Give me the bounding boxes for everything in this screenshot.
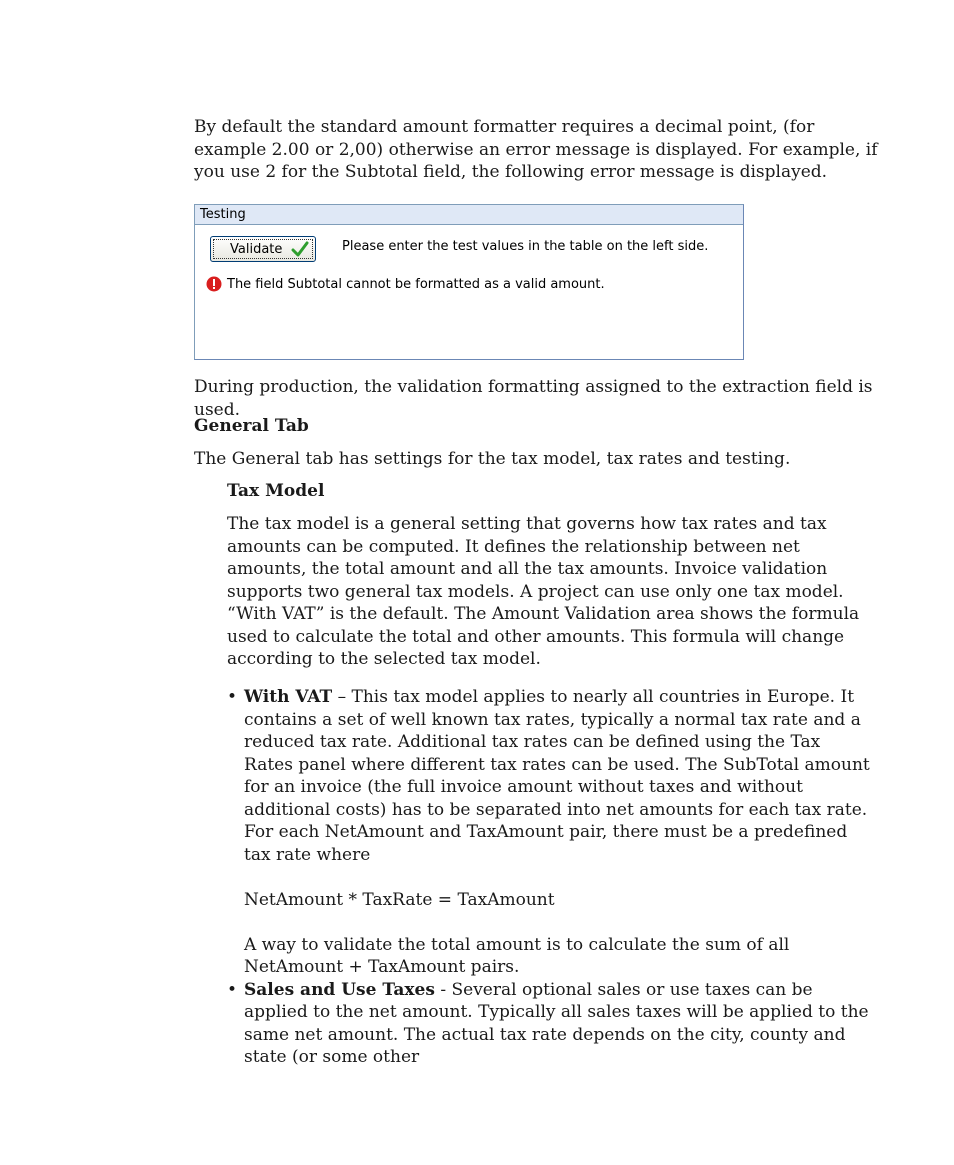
testing-hint-text: Please enter the test values in the table on the left side. [342, 239, 709, 254]
check-icon [291, 240, 309, 258]
error-message: The field Subtotal cannot be formatted as a valid amount. [227, 276, 605, 292]
formula: NetAmount * TaxRate = TaxAmount [244, 889, 555, 910]
tax-model-paragraph: The tax model is a general setting that governs how tax rates and tax amounts can be computed. It defines the relationship between net amounts, the total amount and all the tax amounts. Invoice validation supports two general tax models. A project can use only one tax model. [227, 514, 844, 602]
bullet-term: Sales and Use Taxes [244, 979, 435, 1000]
tax-model-heading: Tax Model [227, 481, 325, 501]
tax-model-list [227, 686, 872, 1069]
bullet-text: This tax model applies to nearly all countries in Europe. It contains a set of well known tax rates, typically a normal tax rate and a reduced tax rate. Additional tax rates can be defined using the Tax Rates panel where different tax rates can be used. The SubTotal amount for an invoice (the full invoice amount without taxes and without additional costs) has to be separated into net amounts for each tax rate. [244, 687, 870, 820]
list-item-sales-use-taxes: • Sales and Use Taxes - Several optional sales or use taxes can be applied to the net amount. Typically all sales taxes will be applied to the same net amount. The actual tax rate depends on the city, county and state (or some other [227, 979, 869, 1067]
bullet-text: Several optional sales or use taxes can be applied to the net amount. Typically all sales taxes will be applied to the same net amount. The actual tax rate depends on the city, county and state (or some other [244, 979, 869, 1067]
tax-model-body [227, 513, 877, 671]
tax-model-paragraph: “With VAT” is the default. The Amount Validation area shows the formula used to calculate the total and other amounts. This formula will change according to the selected tax model. [227, 604, 860, 669]
bullet-text: A way to validate the total amount is to calculate the sum of all NetAmount + TaxAmount pairs. [244, 934, 790, 977]
general-tab-heading: General Tab [194, 416, 309, 436]
bullet-glyph: • [227, 687, 238, 707]
testing-panel-title: Testing [195, 205, 743, 225]
bullet-term: With VAT [244, 687, 333, 707]
testing-panel [194, 204, 744, 360]
validate-button-label: Validate [230, 241, 283, 257]
validate-button[interactable] [210, 236, 316, 262]
intro-paragraph: By default the standard amount formatter requires a decimal point, (for example 2.00 or 2,00) otherwise an error message is displayed. For example, if you use 2 for the Subtotal field, the following error message is displayed. [194, 117, 878, 182]
error-message-row [206, 276, 605, 292]
general-tab-body: The General tab has settings for the tax model, tax rates and testing. [194, 449, 791, 469]
error-icon [206, 276, 222, 292]
list-item-with-vat: • With VAT – This tax model applies to nearly all countries in Europe. It contains a set of well known tax rates, typically a normal tax rate and a reduced tax rate. Additional tax rates can be defined using the Tax Rates panel where different tax rates can be used. The SubTotal amount for an invoice (the full invoice amount without taxes and without additional costs) has to be separated into net amounts for each tax rate. For each NetAmount and TaxAmount pair, there must be a predefined tax rate where NetAmount * TaxRate = TaxAmount A way to validate the total amount is to calculate the sum of all NetAmount + TaxAmount pairs. [227, 686, 872, 979]
bullet-glyph: • [227, 979, 238, 1000]
production-paragraph: During production, the validation formatting assigned to the extraction field is used. [194, 377, 873, 420]
bullet-text: For each NetAmount and TaxAmount pair, there must be a predefined tax rate where [244, 822, 848, 865]
